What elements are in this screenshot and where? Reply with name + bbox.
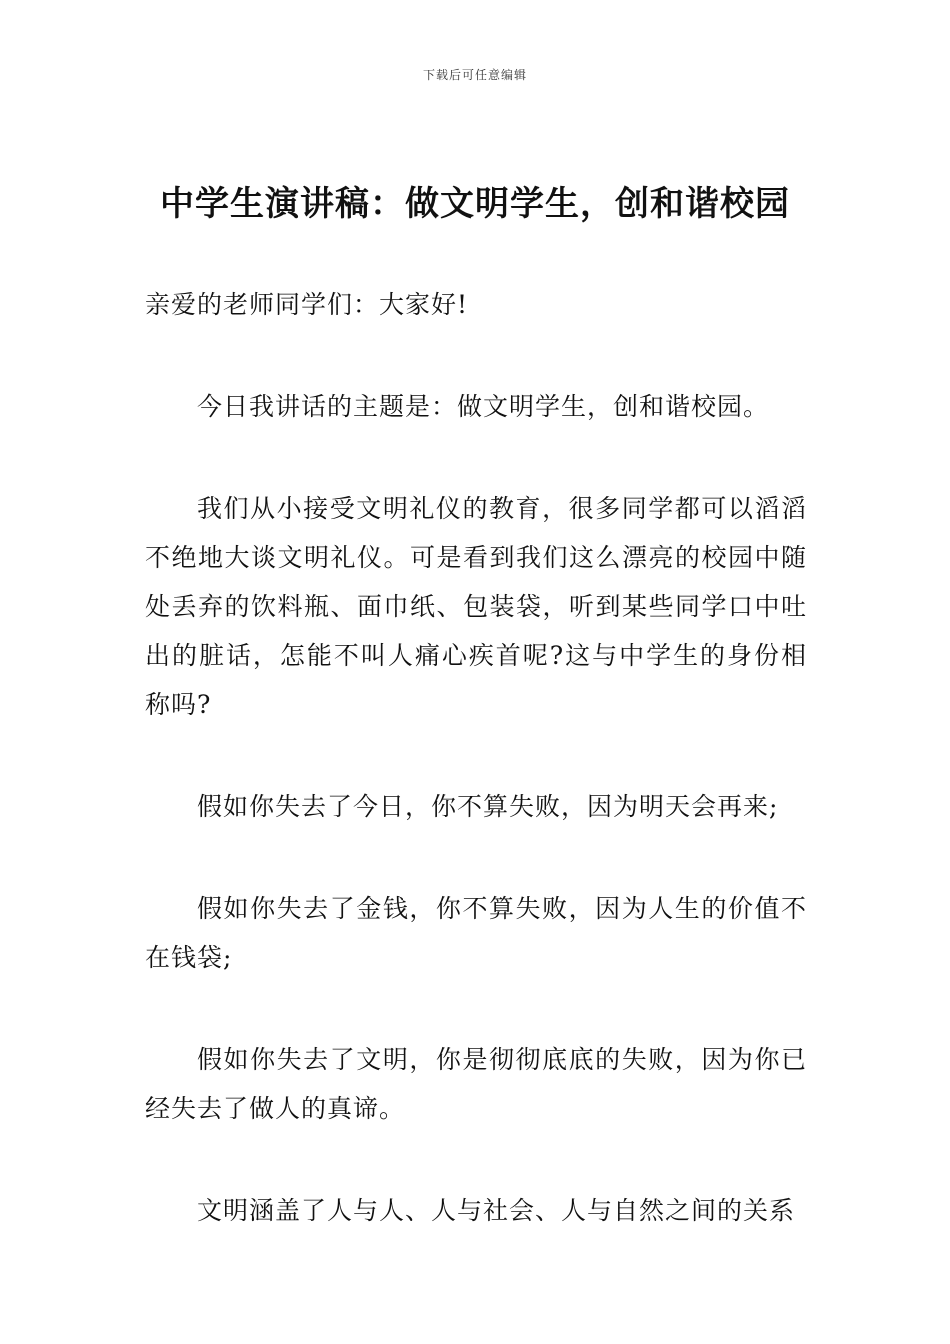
body-paragraph: 文明涵盖了人与人、人与社会、人与自然之间的关系 bbox=[197, 1196, 796, 1225]
document-body bbox=[145, 280, 807, 1288]
body-paragraph: 今日我讲话的主题是：做文明学生，创和谐校园。 bbox=[197, 392, 770, 421]
body-paragraph: 我们从小接受文明礼仪的教育，很多同学都可以滔滔不绝地大谈文明礼仪。可是看到我们这么漂亮的校园中随处丢弃的饮料瓶、面巾纸、包装袋，听到某些同学口中吐出的脏话，怎能不叫人痛心疾首呢?这与中学生的身份相称吗? bbox=[145, 494, 807, 719]
body-paragraph: 假如你失去了金钱，你不算失败，因为人生的价值不在钱袋; bbox=[145, 894, 807, 972]
greeting-paragraph: 亲爱的老师同学们：大家好! bbox=[145, 290, 469, 319]
body-paragraph: 假如你失去了今日，你不算失败，因为明天会再来; bbox=[197, 792, 779, 821]
body-paragraph: 假如你失去了文明，你是彻彻底底的失败，因为你已经失去了做人的真谛。 bbox=[145, 1045, 807, 1123]
header-note: 下载后可任意编辑 bbox=[422, 68, 527, 82]
document-title: 中学生演讲稿：做文明学生，创和谐校园 bbox=[160, 184, 790, 224]
